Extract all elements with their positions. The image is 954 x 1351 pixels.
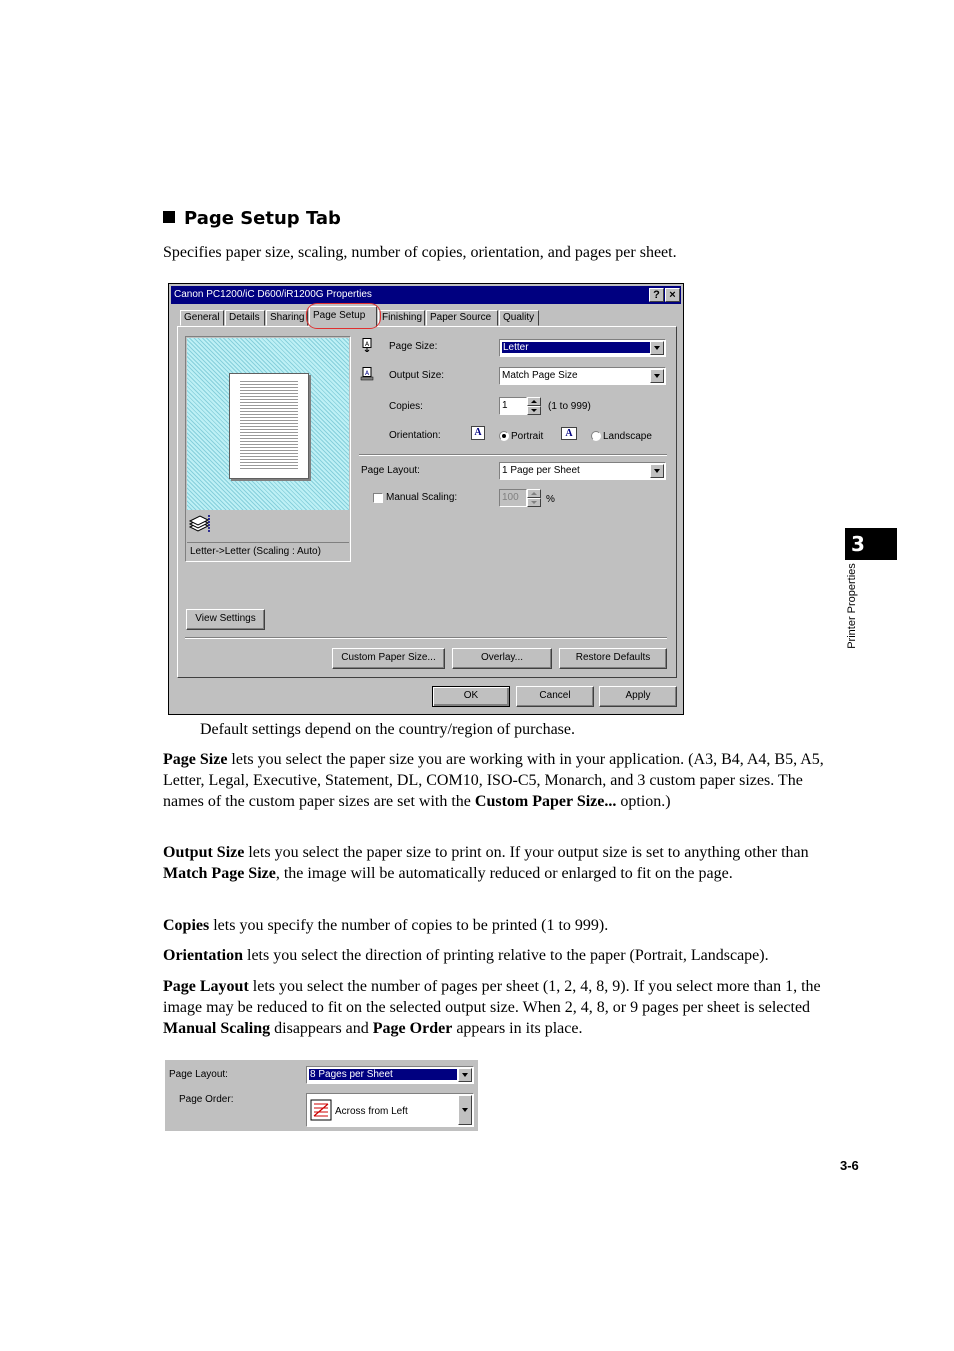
copies-text: lets you specify the number of copies to be printed (1 to 999). — [209, 917, 609, 934]
view-settings-button[interactable]: View Settings — [186, 609, 265, 630]
landscape-icon: A — [561, 427, 577, 440]
page-number: 3-6 — [840, 1158, 859, 1173]
cancel-button[interactable]: Cancel — [516, 686, 594, 707]
page-size-paragraph — [163, 749, 833, 812]
copies-label: Copies: — [389, 401, 423, 412]
orientation-text: lets you select the direction of printing relative to the paper (Portrait, Landscape). — [243, 947, 769, 964]
page-order-term: Page Order — [372, 1020, 453, 1037]
orientation-term: Orientation — [163, 947, 243, 964]
dialog-caption: Default settings depend on the country/region of purchase. — [200, 721, 575, 738]
output-size-icon — [360, 367, 374, 381]
preview-box — [185, 336, 351, 562]
ok-button[interactable]: OK — [432, 686, 510, 707]
section-heading-text: Page Setup Tab — [184, 208, 341, 229]
chevron-down-icon — [650, 464, 664, 478]
tab-highlight-circle — [306, 303, 381, 329]
orientation-label: Orientation: — [389, 430, 441, 441]
landscape-label: Landscape — [603, 431, 652, 442]
page-layout-text-mid: disappears and — [270, 1020, 373, 1037]
output-size-text-end: , the image will be automatically reduced or enlarged to fit on the page. — [275, 865, 733, 882]
help-button[interactable]: ? — [649, 288, 664, 302]
page-layout-snippet — [165, 1060, 478, 1131]
paper-stack-icon — [188, 513, 210, 535]
page-layout-paragraph — [163, 976, 833, 1039]
apply-button[interactable]: Apply — [599, 686, 677, 707]
spin-up-icon[interactable] — [527, 489, 541, 498]
preview-area — [187, 338, 349, 510]
page-layout-term: Page Layout — [163, 978, 249, 995]
svg-text:A: A — [364, 341, 370, 348]
intro-paragraph: Specifies paper size, scaling, number of copies, orientation, and pages per sheet. — [163, 244, 677, 261]
page-layout-text-end: appears in its place. — [452, 1020, 583, 1037]
page-order-select[interactable] — [306, 1093, 474, 1127]
page-size-label: Page Size: — [389, 341, 438, 352]
custom-paper-size-term: Custom Paper Size... — [474, 793, 617, 810]
section-heading — [163, 208, 341, 229]
preview-separator — [187, 542, 349, 543]
page-layout-label: Page Layout: — [361, 465, 420, 476]
portrait-icon: A — [471, 426, 485, 440]
copies-spinner[interactable] — [527, 397, 541, 415]
chevron-down-icon — [458, 1068, 472, 1082]
manual-scaling-label: Manual Scaling: — [386, 492, 458, 503]
page-size-term: Page Size — [163, 751, 228, 768]
output-size-select[interactable] — [499, 367, 666, 385]
output-size-label: Output Size: — [389, 370, 445, 381]
manual-scaling-spinner[interactable] — [527, 489, 541, 507]
output-size-value: Match Page Size — [502, 370, 578, 381]
page-order-value: Across from Left — [335, 1106, 408, 1117]
tab-details[interactable]: Details — [225, 310, 265, 326]
spin-up-icon[interactable] — [527, 397, 541, 406]
overlay-button[interactable]: Overlay... — [452, 648, 552, 669]
tab-paper-source[interactable]: Paper Source — [426, 310, 498, 326]
copies-value: 1 — [502, 400, 508, 411]
spin-down-icon[interactable] — [527, 498, 541, 507]
chapter-side-label: Printer Properties — [846, 563, 858, 649]
tab-general[interactable]: General — [180, 310, 224, 326]
copies-range: (1 to 999) — [548, 401, 591, 412]
page-order-icon — [310, 1099, 332, 1121]
chevron-down-icon — [650, 341, 664, 355]
portrait-label: Portrait — [511, 431, 544, 442]
manual-scaling-unit: % — [546, 494, 555, 505]
manual-scaling-value: 100 — [502, 492, 519, 503]
custom-paper-size-button[interactable]: Custom Paper Size... — [332, 648, 445, 669]
page-size-icon — [360, 338, 374, 352]
section-separator — [359, 454, 667, 456]
match-page-size-term: Match Page Size — [163, 865, 276, 882]
snippet-page-layout-label: Page Layout: — [169, 1069, 228, 1080]
page-layout-text: lets you select the number of pages per sheet (1, 2, 4, 8, 9). If you select more than 1, the image may be reduced to fit on the selected output size. When 2, 4, 8, or 9 pages per sheet is selected — [163, 978, 821, 1016]
dialog-title: Canon PC1200/iC D600/iR1200G Properties — [174, 289, 372, 300]
page-size-text: lets you select the paper size you are working with in your application. (A3, B4, A4, B5, A5, Letter, Legal, Executive, Statement, DL, COM10, ISO-C5, Monarch, and 3 custom paper sizes. The names of the custom paper sizes are set with the — [163, 751, 824, 810]
copies-paragraph — [163, 915, 833, 936]
snippet-page-order-label: Page Order: — [179, 1094, 234, 1105]
tab-quality[interactable]: Quality — [499, 310, 539, 326]
page-size-text-end: option.) — [616, 793, 671, 810]
landscape-radio[interactable] — [591, 431, 601, 441]
copies-input[interactable] — [499, 397, 527, 415]
chapter-tab: 3 — [845, 528, 897, 560]
manual-scaling-checkbox[interactable] — [373, 493, 383, 503]
page-order-dropdown-button[interactable] — [458, 1095, 472, 1125]
orientation-paragraph — [163, 945, 843, 966]
chevron-down-icon — [462, 1108, 468, 1112]
output-size-text: lets you select the paper size to print on. If your output size is set to anything other than — [244, 844, 809, 861]
page-layout-value: 1 Page per Sheet — [502, 465, 580, 476]
close-button[interactable]: × — [665, 288, 680, 302]
tab-finishing[interactable]: Finishing — [378, 310, 425, 326]
page-layout-select[interactable] — [499, 462, 666, 480]
snippet-page-layout-value: 8 Pages per Sheet — [309, 1069, 457, 1080]
output-size-paragraph — [163, 842, 833, 884]
dialog-titlebar — [171, 286, 681, 304]
manual-scaling-input[interactable] — [499, 489, 527, 507]
copies-term: Copies — [163, 917, 210, 934]
page-size-value: Letter — [502, 342, 650, 353]
bottom-separator — [185, 637, 667, 639]
square-bullet-icon — [163, 211, 175, 223]
restore-defaults-button[interactable]: Restore Defaults — [559, 648, 667, 669]
svg-text:A: A — [364, 370, 370, 377]
snippet-page-layout-select[interactable] — [306, 1066, 474, 1084]
page-size-select[interactable] — [499, 339, 666, 357]
output-size-term: Output Size — [163, 844, 245, 861]
tab-sharing[interactable]: Sharing — [266, 310, 308, 326]
chevron-down-icon — [650, 369, 664, 383]
preview-sheet — [229, 373, 309, 479]
portrait-radio[interactable] — [499, 431, 509, 441]
preview-status: Letter->Letter (Scaling : Auto) — [190, 546, 321, 557]
printer-properties-dialog — [168, 283, 684, 715]
spin-down-icon[interactable] — [527, 406, 541, 415]
tab-page-setup[interactable]: Page Setup — [309, 306, 377, 327]
manual-scaling-term: Manual Scaling — [163, 1020, 271, 1037]
